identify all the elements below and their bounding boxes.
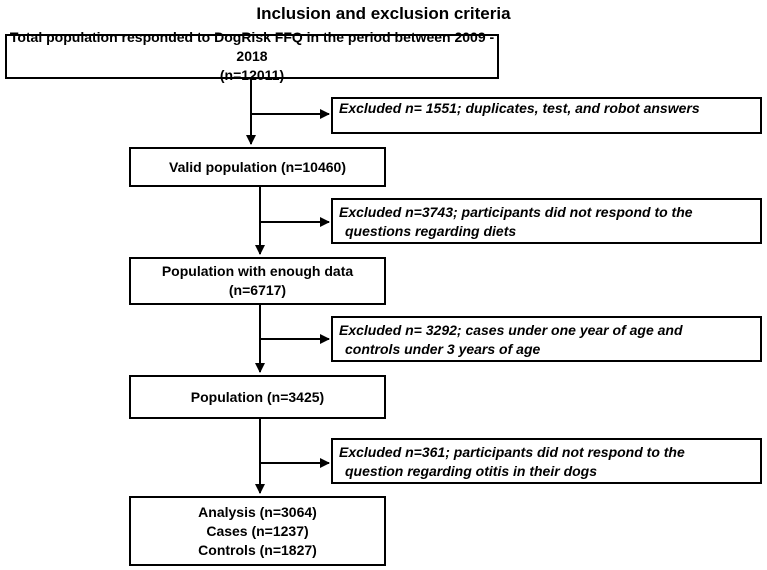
box-excluded-1-line1: Excluded n= 1551; duplicates, test, and robot answers (339, 100, 700, 116)
box-excluded-1 (331, 97, 762, 134)
diagram-title: Inclusion and exclusion criteria (256, 4, 511, 23)
box-valid-population-line1: Valid population (n=10460) (169, 158, 346, 175)
box-excluded-4-line1: Excluded n=361; participants did not respond to the (339, 444, 685, 460)
box-analysis-line2: Cases (n=1237) (206, 522, 309, 539)
box-analysis-line1: Analysis (n=3064) (198, 503, 317, 520)
box-enough-data (129, 257, 386, 305)
box-excluded-2-line1: Excluded n=3743; participants did not respond to the (339, 204, 693, 220)
box-excluded-2-line2: questions regarding diets (345, 223, 517, 239)
box-total-population (5, 29, 499, 83)
box-excluded-4 (331, 438, 762, 484)
box-analysis (129, 496, 386, 566)
box-excluded-3-line1: Excluded n= 3292; cases under one year of age and (339, 322, 683, 338)
box-enough-data-line1: Population with enough data (161, 263, 354, 279)
box-analysis-line3: Controls (n=1827) (198, 541, 317, 558)
box-excluded-4-line2: question regarding otitis in their dogs (345, 463, 598, 479)
box-excluded-3 (331, 316, 762, 362)
box-excluded-2 (331, 198, 762, 244)
box-population (129, 375, 386, 419)
box-excluded-3-line2: controls under 3 years of age (345, 341, 541, 357)
box-total-population-line2: (n=12011) (219, 67, 285, 83)
box-total-population-line1: Total population responded to DogRisk FFQ in the period between 2009 - 2018 (9, 29, 495, 64)
box-valid-population (129, 147, 386, 187)
box-population-line1: Population (n=3425) (190, 388, 325, 405)
box-enough-data-line2: (n=6717) (228, 282, 287, 298)
